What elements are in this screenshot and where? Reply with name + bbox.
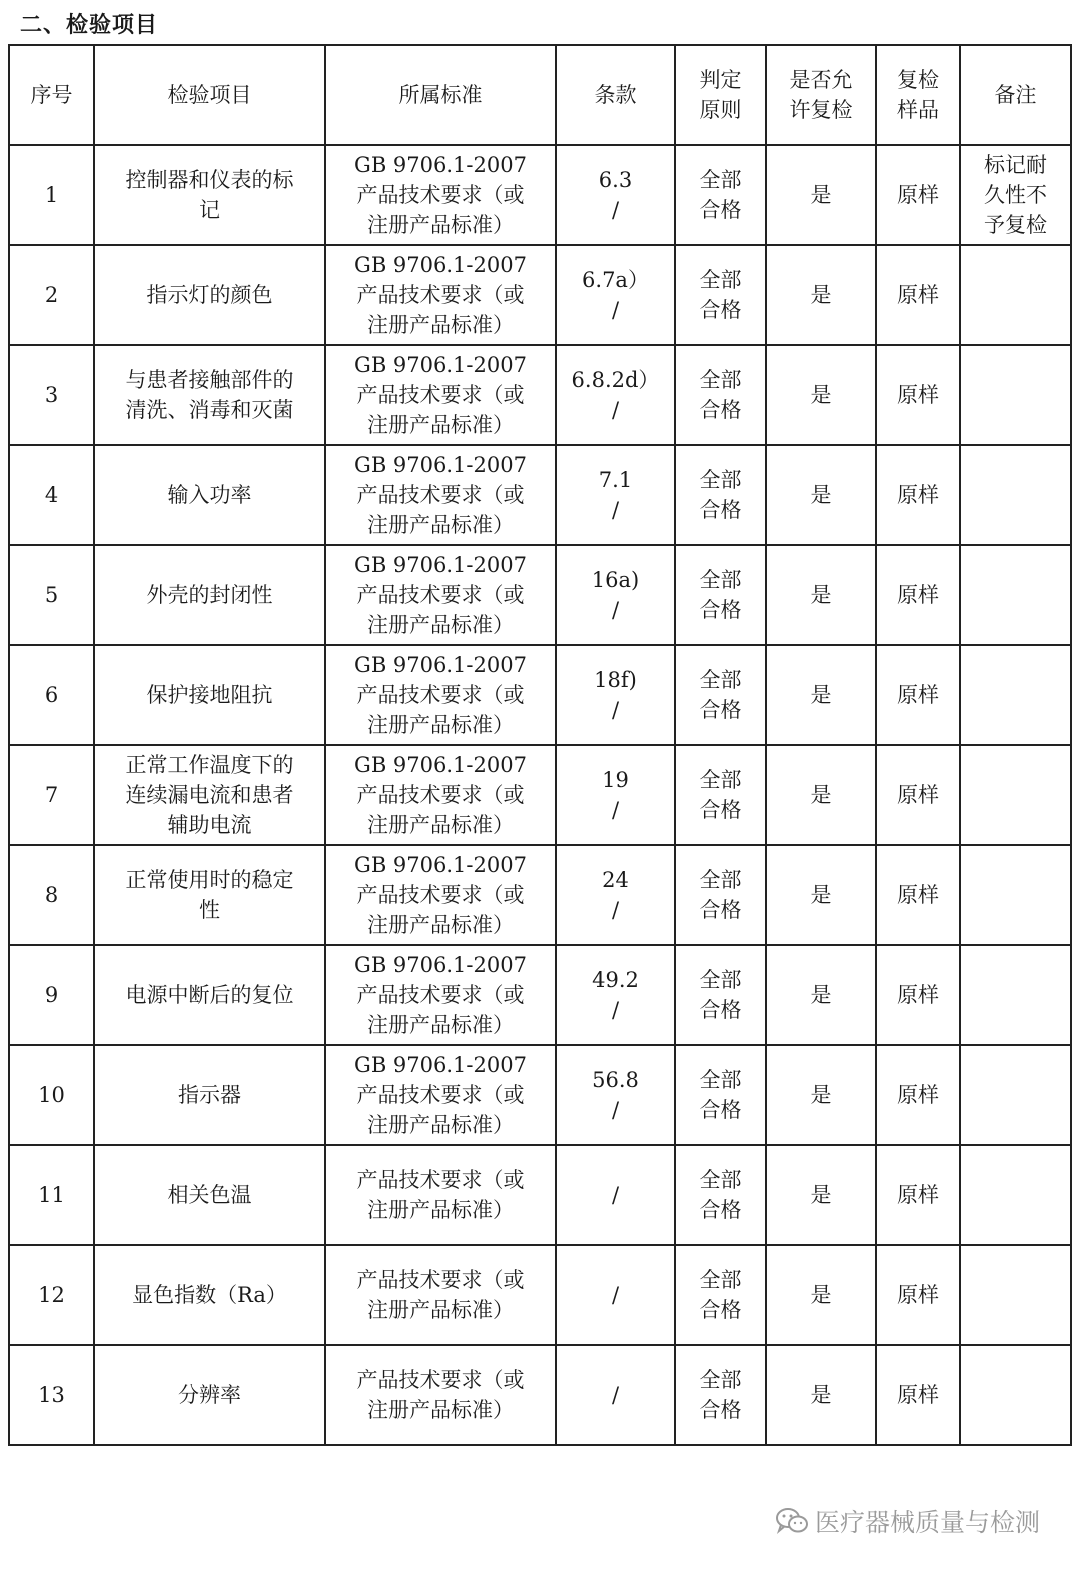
cell-item [94, 145, 325, 245]
cell-line: 合格 [699, 298, 742, 322]
cell-line: 注册产品标准） [367, 1113, 514, 1137]
cell-item [94, 645, 325, 745]
cell-recheck: 是 [766, 845, 876, 945]
cell-line: 注册产品标准） [367, 813, 514, 837]
cell-line: 分辨率 [178, 1383, 241, 1407]
cell-line: 合格 [699, 1298, 742, 1322]
cell-line: 全部 [699, 1168, 742, 1192]
cell-line: 产品技术要求（或 [356, 383, 525, 407]
cell-line: GB 9706.1-2007 [354, 953, 527, 977]
cell-item [94, 245, 325, 345]
cell-line: / [611, 598, 620, 622]
header-sample: 复检 样品 [876, 45, 960, 145]
cell-line: GB 9706.1-2007 [354, 453, 527, 477]
cell-line: 24 [602, 868, 629, 892]
cell-line: / [611, 498, 620, 522]
cell-recheck: 是 [766, 445, 876, 545]
cell-sample: 原样 [876, 945, 960, 1045]
header-recheck: 是否允 许复检 [766, 45, 876, 145]
cell-line: 产品技术要求（或 [356, 1268, 525, 1292]
cell-line: 控制器和仪表的标 [125, 168, 294, 192]
cell-line: 正常使用时的稳定 [125, 868, 294, 892]
cell-remark [960, 1245, 1071, 1345]
cell-line: 产品技术要求（或 [356, 683, 525, 707]
cell-sample: 原样 [876, 645, 960, 745]
cell-rule [675, 445, 766, 545]
cell-line: 49.2 [592, 968, 639, 992]
cell-line: / [611, 198, 620, 222]
cell-line: 全部 [699, 1268, 742, 1292]
cell-line: / [611, 1098, 620, 1122]
cell-line: / [611, 998, 620, 1022]
table-row [9, 545, 1071, 645]
cell-line: 注册产品标准） [367, 913, 514, 937]
cell-rule [675, 1345, 766, 1445]
cell-remark [960, 345, 1071, 445]
header-clause: 条款 [556, 45, 675, 145]
cell-remark [960, 945, 1071, 1045]
cell-line: 注册产品标准） [367, 1013, 514, 1037]
cell-line: 产品技术要求（或 [356, 1168, 525, 1192]
cell-remark [960, 245, 1071, 345]
cell-line: 合格 [699, 498, 742, 522]
cell-line: 保护接地阻抗 [146, 683, 273, 707]
cell-clause [556, 645, 675, 745]
cell-rule [675, 745, 766, 845]
cell-line: / [611, 1183, 620, 1207]
cell-index: 6 [9, 645, 94, 745]
cell-recheck: 是 [766, 945, 876, 1045]
cell-clause [556, 445, 675, 545]
cell-line: 注册产品标准） [367, 513, 514, 537]
cell-sample: 原样 [876, 245, 960, 345]
table-row [9, 1045, 1071, 1145]
cell-line: 19 [602, 768, 629, 792]
table-row [9, 1145, 1071, 1245]
cell-line: 全部 [699, 1068, 742, 1092]
header-rule: 判定 原则 [675, 45, 766, 145]
cell-line: 全部 [699, 1368, 742, 1392]
cell-line: 合格 [699, 998, 742, 1022]
cell-item [94, 1345, 325, 1445]
cell-remark [960, 1145, 1071, 1245]
cell-sample: 原样 [876, 445, 960, 545]
table-row [9, 345, 1071, 445]
cell-item [94, 545, 325, 645]
cell-line: GB 9706.1-2007 [354, 253, 527, 277]
cell-clause [556, 1245, 675, 1345]
cell-recheck: 是 [766, 1345, 876, 1445]
watermark-text: 医疗器械质量与检测 [814, 1508, 1040, 1537]
cell-clause [556, 545, 675, 645]
header-index: 序号 [9, 45, 94, 145]
cell-line: 产品技术要求（或 [356, 1368, 525, 1392]
cell-recheck: 是 [766, 645, 876, 745]
cell-line: 予复检 [984, 213, 1047, 237]
cell-line: 6.8.2d） [571, 368, 660, 392]
inspection-items-table [8, 44, 1072, 1446]
cell-index: 12 [9, 1245, 94, 1345]
cell-item [94, 1245, 325, 1345]
cell-clause [556, 845, 675, 945]
cell-index: 5 [9, 545, 94, 645]
cell-line: 产品技术要求（或 [356, 783, 525, 807]
cell-line: 全部 [699, 468, 742, 492]
cell-recheck: 是 [766, 1145, 876, 1245]
section-title: 二、检验项目 [20, 13, 159, 38]
wechat-icon [775, 1507, 809, 1535]
cell-standard [325, 645, 556, 745]
cell-line: 产品技术要求（或 [356, 283, 525, 307]
cell-line: GB 9706.1-2007 [354, 553, 527, 577]
cell-line: 18f) [594, 668, 637, 692]
cell-line: 合格 [699, 1198, 742, 1222]
cell-index: 8 [9, 845, 94, 945]
cell-line: / [611, 1283, 620, 1307]
cell-line: GB 9706.1-2007 [354, 1053, 527, 1077]
cell-line: 注册产品标准） [367, 613, 514, 637]
cell-index: 1 [9, 145, 94, 245]
cell-line: 合格 [699, 598, 742, 622]
cell-line: 6.7a） [582, 268, 649, 292]
table-row [9, 245, 1071, 345]
cell-line: 注册产品标准） [367, 1198, 514, 1222]
cell-index: 4 [9, 445, 94, 545]
cell-rule [675, 945, 766, 1045]
cell-line: 产品技术要求（或 [356, 583, 525, 607]
cell-line: 全部 [699, 968, 742, 992]
cell-remark [960, 145, 1071, 245]
cell-item [94, 845, 325, 945]
cell-line: 注册产品标准） [367, 713, 514, 737]
cell-item [94, 1045, 325, 1145]
cell-line: 产品技术要求（或 [356, 1083, 525, 1107]
cell-line: 指示灯的颜色 [146, 283, 273, 307]
cell-line: GB 9706.1-2007 [354, 653, 527, 677]
cell-clause [556, 345, 675, 445]
cell-clause [556, 1345, 675, 1445]
cell-rule [675, 845, 766, 945]
cell-sample: 原样 [876, 145, 960, 245]
cell-line: 标记耐 [984, 153, 1047, 177]
cell-sample: 原样 [876, 745, 960, 845]
cell-recheck: 是 [766, 745, 876, 845]
cell-line: 合格 [699, 1098, 742, 1122]
cell-line: 外壳的封闭性 [146, 583, 273, 607]
cell-line: 相关色温 [167, 1183, 252, 1207]
cell-recheck: 是 [766, 1245, 876, 1345]
cell-line: 电源中断后的复位 [125, 983, 294, 1007]
cell-line: / [611, 798, 620, 822]
cell-rule [675, 1245, 766, 1345]
cell-line: 56.8 [592, 1068, 639, 1092]
cell-line: 全部 [699, 868, 742, 892]
cell-standard [325, 445, 556, 545]
cell-line: 全部 [699, 768, 742, 792]
cell-clause [556, 945, 675, 1045]
cell-line: GB 9706.1-2007 [354, 353, 527, 377]
cell-line: 注册产品标准） [367, 1398, 514, 1422]
cell-line: 清洗、消毒和灭菌 [125, 398, 294, 422]
header-remark: 备注 [960, 45, 1071, 145]
cell-line: 注册产品标准） [367, 413, 514, 437]
cell-line: 产品技术要求（或 [356, 883, 525, 907]
cell-line: 合格 [699, 698, 742, 722]
cell-sample: 原样 [876, 545, 960, 645]
cell-index: 2 [9, 245, 94, 345]
cell-line: GB 9706.1-2007 [354, 753, 527, 777]
cell-rule [675, 645, 766, 745]
cell-remark [960, 745, 1071, 845]
header-item: 检验项目 [94, 45, 325, 145]
cell-standard [325, 1245, 556, 1345]
cell-rule [675, 345, 766, 445]
cell-line: / [611, 898, 620, 922]
cell-rule [675, 145, 766, 245]
cell-line: 连续漏电流和患者 [125, 783, 294, 807]
cell-line: 产品技术要求（或 [356, 983, 525, 1007]
cell-line: 全部 [699, 668, 742, 692]
cell-sample: 原样 [876, 345, 960, 445]
cell-line: / [611, 398, 620, 422]
table-header-row [9, 45, 1071, 145]
cell-clause [556, 145, 675, 245]
cell-index: 13 [9, 1345, 94, 1445]
cell-standard [325, 345, 556, 445]
cell-recheck: 是 [766, 145, 876, 245]
cell-recheck: 是 [766, 345, 876, 445]
cell-line: 指示器 [178, 1083, 241, 1107]
cell-standard [325, 1345, 556, 1445]
cell-remark [960, 1045, 1071, 1145]
cell-standard [325, 1045, 556, 1145]
cell-item [94, 1145, 325, 1245]
cell-recheck: 是 [766, 245, 876, 345]
cell-line: 全部 [699, 168, 742, 192]
cell-sample: 原样 [876, 845, 960, 945]
cell-index: 3 [9, 345, 94, 445]
cell-rule [675, 1145, 766, 1245]
cell-index: 7 [9, 745, 94, 845]
cell-line: 产品技术要求（或 [356, 483, 525, 507]
cell-line: 合格 [699, 398, 742, 422]
cell-line: 16a) [591, 568, 640, 592]
cell-line: 合格 [699, 898, 742, 922]
cell-line: / [611, 698, 620, 722]
cell-item [94, 445, 325, 545]
cell-index: 10 [9, 1045, 94, 1145]
cell-line: 正常工作温度下的 [125, 753, 294, 777]
cell-rule [675, 1045, 766, 1145]
cell-remark [960, 1345, 1071, 1445]
cell-sample: 原样 [876, 1245, 960, 1345]
cell-item [94, 745, 325, 845]
cell-clause [556, 245, 675, 345]
cell-line: 7.1 [598, 468, 633, 492]
cell-line: 合格 [699, 798, 742, 822]
cell-remark [960, 545, 1071, 645]
cell-line: 合格 [699, 1398, 742, 1422]
cell-line: 显色指数（Ra） [132, 1283, 287, 1307]
cell-line: 注册产品标准） [367, 313, 514, 337]
cell-line: / [611, 1383, 620, 1407]
table-body [9, 145, 1071, 1445]
cell-line: 性 [199, 898, 220, 922]
cell-line: GB 9706.1-2007 [354, 153, 527, 177]
table-row [9, 845, 1071, 945]
table-row [9, 1345, 1071, 1445]
cell-standard [325, 1145, 556, 1245]
cell-remark [960, 645, 1071, 745]
cell-sample: 原样 [876, 1045, 960, 1145]
cell-line: 全部 [699, 368, 742, 392]
cell-remark [960, 845, 1071, 945]
cell-sample: 原样 [876, 1145, 960, 1245]
cell-sample: 原样 [876, 1345, 960, 1445]
cell-index: 9 [9, 945, 94, 1045]
cell-line: 注册产品标准） [367, 213, 514, 237]
cell-standard [325, 745, 556, 845]
cell-item [94, 345, 325, 445]
cell-line: 久性不 [984, 183, 1047, 207]
cell-line: 与患者接触部件的 [125, 368, 294, 392]
watermark [775, 1503, 1040, 1539]
cell-line: 6.3 [598, 168, 633, 192]
table-row [9, 745, 1071, 845]
cell-clause [556, 1145, 675, 1245]
cell-item [94, 945, 325, 1045]
table-row [9, 145, 1071, 245]
header-standard: 所属标准 [325, 45, 556, 145]
cell-line: / [611, 298, 620, 322]
cell-line: 辅助电流 [167, 813, 252, 837]
table-row [9, 645, 1071, 745]
cell-line: 记 [199, 198, 220, 222]
cell-remark [960, 445, 1071, 545]
cell-line: GB 9706.1-2007 [354, 853, 527, 877]
table-row [9, 945, 1071, 1045]
cell-standard [325, 945, 556, 1045]
cell-line: 全部 [699, 268, 742, 292]
cell-recheck: 是 [766, 1045, 876, 1145]
cell-standard [325, 245, 556, 345]
cell-line: 合格 [699, 198, 742, 222]
table-row [9, 445, 1071, 545]
cell-line: 产品技术要求（或 [356, 183, 525, 207]
cell-standard [325, 545, 556, 645]
cell-rule [675, 545, 766, 645]
cell-recheck: 是 [766, 545, 876, 645]
cell-standard [325, 145, 556, 245]
cell-standard [325, 845, 556, 945]
cell-rule [675, 245, 766, 345]
cell-line: 注册产品标准） [367, 1298, 514, 1322]
cell-index: 11 [9, 1145, 94, 1245]
cell-line: 输入功率 [167, 483, 252, 507]
cell-line: 全部 [699, 568, 742, 592]
table-row [9, 1245, 1071, 1345]
cell-clause [556, 1045, 675, 1145]
cell-clause [556, 745, 675, 845]
